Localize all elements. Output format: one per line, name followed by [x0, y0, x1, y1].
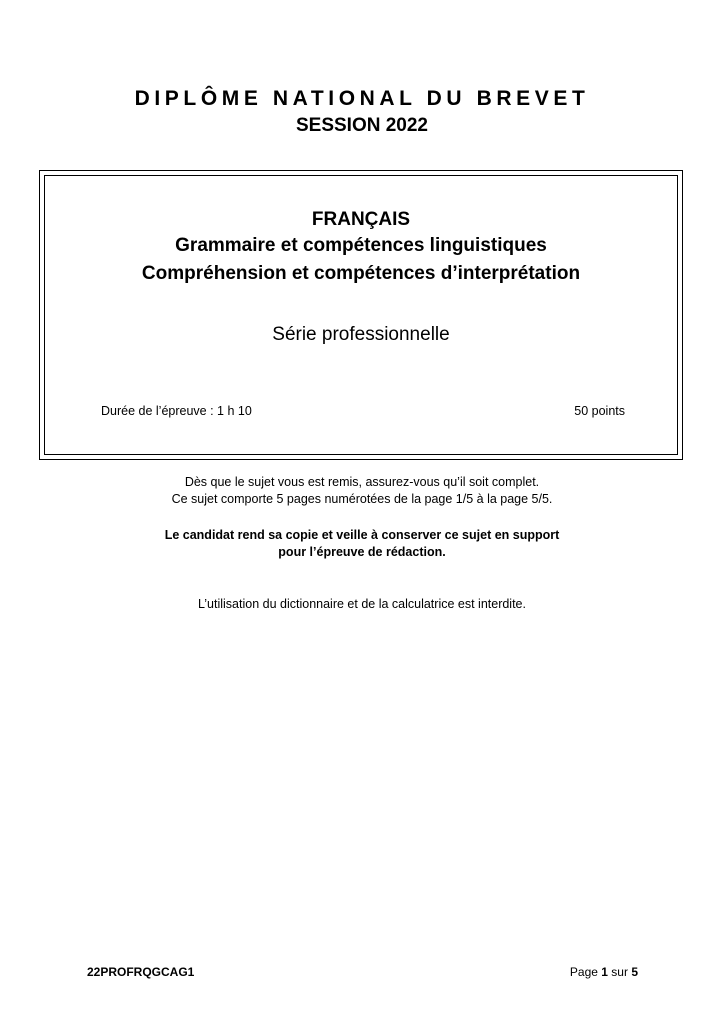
subject-code: 22PROFRQGCAG1: [87, 965, 195, 979]
forbidden-tools-instructions: [0, 596, 724, 613]
exam-points: 50 points: [574, 404, 625, 418]
page-number: [570, 964, 638, 980]
instruction-page-count: Ce sujet comporte 5 pages numérotées de la page 1/5 à la page 5/5.: [171, 492, 553, 506]
keep-subject-instructions: [0, 527, 724, 561]
exam-session: SESSION 2022: [295, 115, 429, 136]
exam-title: DIPLÔME NATIONAL DU BREVET: [134, 87, 590, 110]
exam-series: Série professionnelle: [272, 324, 450, 345]
exam-header: [0, 86, 724, 138]
instruction-keep-subject-line1: Le candidat rend sa copie et veille à conserver ce sujet en support: [164, 528, 560, 542]
subject-box-inner-border: [44, 175, 678, 455]
instruction-forbidden-tools: L’utilisation du dictionnaire et de la calculatrice est interdite.: [198, 597, 526, 611]
subject-line-grammar: Grammaire et compétences linguistiques: [175, 235, 547, 256]
page-prefix: Page: [569, 965, 598, 979]
subject-line-comprehension: Compréhension et compétences d’interprétation: [141, 263, 581, 284]
subject-name: FRANÇAIS: [311, 209, 411, 230]
subject-box: [39, 170, 683, 460]
page-total: 5: [631, 965, 638, 979]
page-current: 1: [601, 965, 608, 979]
instruction-check-complete: Dès que le sujet vous est remis, assurez-vous qu’il soit complet.: [184, 475, 540, 489]
exam-duration: Durée de l’épreuve : 1 h 10: [101, 404, 252, 418]
completeness-instructions: [0, 474, 724, 508]
instruction-keep-subject-line2: pour l’épreuve de rédaction.: [278, 545, 446, 559]
page-mid: sur: [611, 965, 628, 979]
